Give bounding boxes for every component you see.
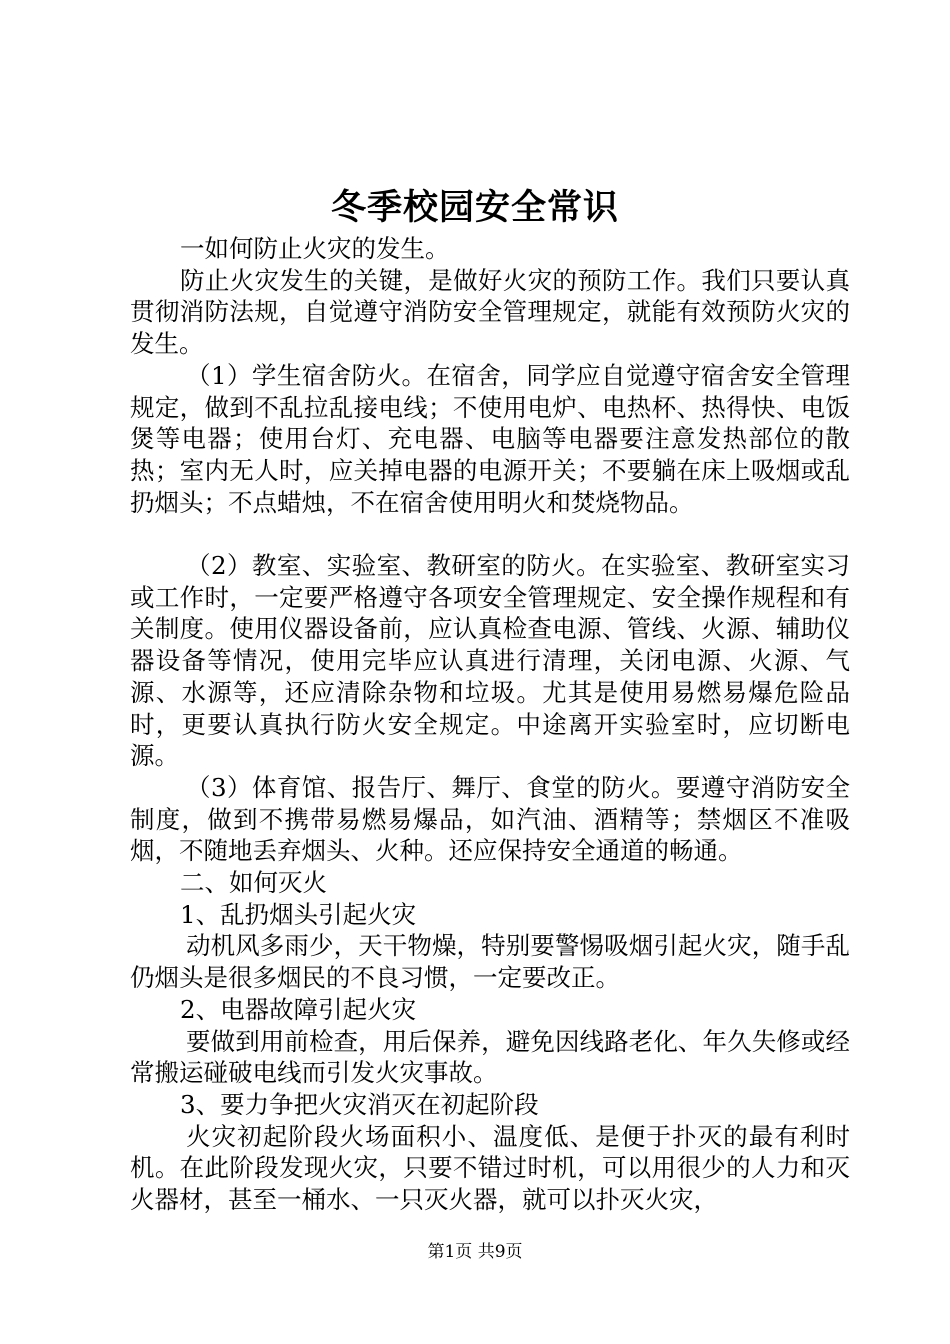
page-footer: 第1页 共9页 [427, 1242, 523, 1262]
paragraph-subheading-electrical: 2、电器故障引起火灾 [180, 994, 417, 1024]
paragraph-classroom-lab: （2）教室、实验室、教研室的防火。在实验室、教研室实习或工作时，一定要严格遵守各项安全管理规定、安全操作规程和有关制度。使用仪器设备前，应认真检查电源、管线、火源、辅助仪器设备等情况，使用完毕应认真进行清理，关闭电源、火源、气源、水源等，还应清除杂物和垃圾。尤其是使用易燃易爆危险品时，更要认真执行防火安全规定。中途离开实验室时，应切断电源。 [130, 551, 850, 771]
paragraph-cigarette: 动机风多雨少，天干物燥，特别要警惕吸烟引起火灾，随手乱仍烟头是很多烟民的不良习惯，一定要改正。 [130, 931, 850, 993]
paragraph-dormitory: （1）学生宿舍防火。在宿舍，同学应自觉遵守宿舍安全管理规定，做到不乱拉乱接电线；不使用电炉、电热杯、热得快、电饭煲等电器；使用台灯、充电器、电脑等电器要注意发热部位的散热；室内无人时，应关掉电器的电源开关；不要躺在床上吸烟或乱扔烟头；不点蜡烛，不在宿舍使用明火和焚烧物品。 [130, 360, 850, 517]
paragraph-electrical: 要做到用前检查，用后保养，避免因线路老化、年久失修或经常搬运碰破电线而引发火灾事故。 [130, 1026, 850, 1088]
paragraph-heading-fire-prevention: 一如何防止火灾的发生。 [180, 234, 450, 263]
paragraph-subheading-cigarette: 1、乱扔烟头引起火灾 [180, 899, 417, 929]
paragraph-heading-extinguish: 二、如何灭火 [180, 868, 327, 898]
paragraph-spacer [130, 518, 850, 550]
document-body [130, 233, 850, 1216]
paragraph-early-stage: 火灾初起阶段火场面积小、温度低、是便于扑灭的最有利时机。在此阶段发现火灾，只要不错过时机，可以用很少的人力和灭火器材，甚至一桶水、一只灭火器，就可以扑灭火灾， [130, 1121, 850, 1215]
paragraph-subheading-early-stage: 3、要力争把火灾消灭在初起阶段 [180, 1089, 539, 1119]
paragraph-prevention-key: 防止火灾发生的关键，是做好火灾的预防工作。我们只要认真贯彻消防法规，自觉遵守消防安全管理规定，就能有效预防火灾的发生。 [130, 265, 850, 359]
paragraph-gym-hall: （3）体育馆、报告厅、舞厅、食堂的防火。要遵守消防安全制度，做到不携带易燃易爆品，如汽油、酒精等；禁烟区不准吸烟，不随地丢弃烟头、火种。还应保持安全通道的畅通。 [130, 772, 850, 866]
document-title: 冬季校园安全常识 [330, 187, 619, 228]
